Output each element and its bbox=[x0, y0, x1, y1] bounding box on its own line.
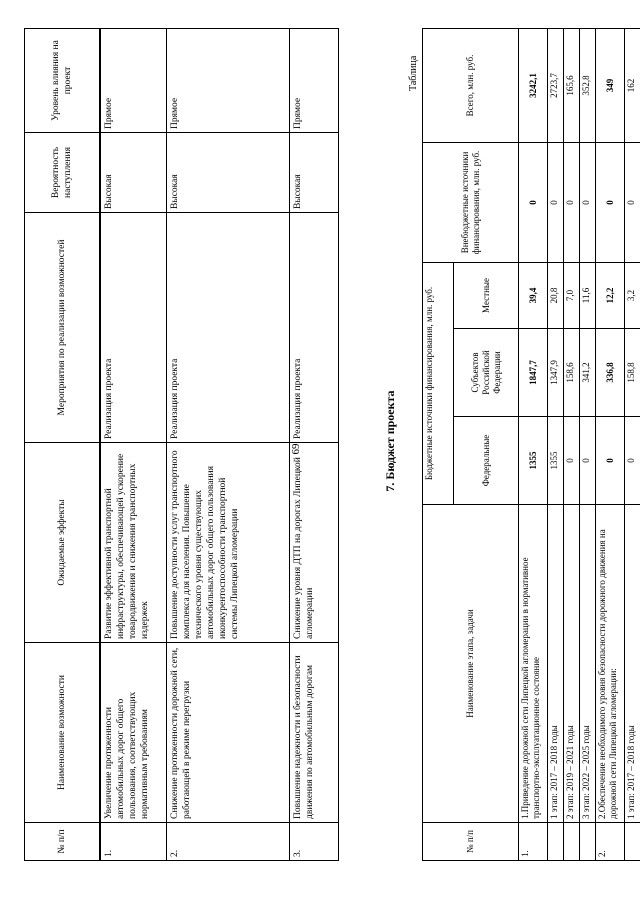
header-cell: Ожидаемые эффекты bbox=[25, 443, 101, 643]
table-cell: Реализация проекта bbox=[100, 213, 167, 443]
table-header-row bbox=[25, 29, 101, 861]
table-cell: 1 этап: 2017 – 2018 годы bbox=[625, 505, 640, 823]
table-cell: 0 bbox=[596, 142, 625, 262]
table-cell: 1 этап: 2017 – 2018 годы bbox=[548, 505, 564, 823]
table-cell: 2723,7 bbox=[548, 28, 564, 142]
table-cell: 0 bbox=[548, 142, 564, 262]
table-cell: Реализация проекта bbox=[290, 213, 339, 443]
table-cell: 1347,9 bbox=[548, 329, 564, 417]
table-row bbox=[596, 28, 625, 860]
table-row bbox=[519, 28, 548, 860]
table-cell bbox=[548, 823, 564, 861]
table-cell: Высокая bbox=[167, 133, 290, 213]
table-cell: Развитие эффективной транспортной инфраструктуры, обеспечивающей ускорение товародвижения и снижения транспортных издержек bbox=[100, 443, 167, 643]
table-cell: 341,2 bbox=[580, 329, 596, 417]
table-cell: Прямое bbox=[167, 29, 290, 133]
table-cell: 352,8 bbox=[580, 28, 596, 142]
table-cell: Повышение доступности услуг транспортного комплекса для населения. Повышение технического уровня существующих автомобильных дорог общего пользования иконкурентоспособности транспортной системы Липецкой агломерации bbox=[167, 443, 290, 643]
header-cell: № п/п bbox=[25, 823, 101, 861]
table-cell: Высокая bbox=[100, 133, 167, 213]
table-cell: 0 bbox=[625, 142, 640, 262]
table-cell: 0 bbox=[564, 142, 580, 262]
table-cell: 3,2 bbox=[625, 262, 640, 328]
header-extra: Внебюджетные источники финансирования, млн. руб. bbox=[423, 142, 519, 262]
table-label: Таблица bbox=[408, 55, 419, 91]
table-cell: Прямое bbox=[290, 29, 339, 133]
header-cell: Мероприятия по реализации возможностей bbox=[25, 213, 101, 443]
table-row bbox=[625, 28, 640, 860]
budget-table bbox=[422, 28, 640, 861]
table-row bbox=[167, 29, 290, 861]
table-row bbox=[580, 28, 596, 860]
header-local: Местные bbox=[454, 262, 519, 328]
header-total: Всего, млн. руб. bbox=[423, 28, 519, 142]
table-cell: 7,0 bbox=[564, 262, 580, 328]
table-cell: Реализация проекта bbox=[167, 213, 290, 443]
budget-body bbox=[519, 28, 640, 860]
table-cell: 2.Обеспечение необходимого уровня безопасности дорожного движения на дорожной сети Липецкой агломерации: bbox=[596, 505, 625, 823]
risks-table bbox=[24, 28, 339, 861]
table-cell: 158,8 bbox=[625, 329, 640, 417]
table-cell bbox=[564, 823, 580, 861]
table-row bbox=[100, 29, 167, 861]
table-cell: Повышение надежности и безопасности движения по автомобильным дорогам bbox=[290, 643, 339, 823]
table-cell: 158,6 bbox=[564, 329, 580, 417]
table-cell: 1. bbox=[519, 823, 548, 861]
table-cell: 2 этап: 2019 – 2021 годы bbox=[564, 505, 580, 823]
page-number: 69 bbox=[290, 443, 302, 455]
table-cell: 165,6 bbox=[564, 28, 580, 142]
table-cell: 12,2 bbox=[596, 262, 625, 328]
table-cell: 162 bbox=[625, 28, 640, 142]
table-cell: 1355 bbox=[548, 417, 564, 505]
table-row bbox=[548, 28, 564, 860]
table-cell: Высокая bbox=[290, 133, 339, 213]
table-cell: 3242,1 bbox=[519, 28, 548, 142]
table-cell: 0 bbox=[625, 417, 640, 505]
table-cell: 1. bbox=[100, 823, 167, 861]
table-cell: 2. bbox=[167, 823, 290, 861]
table-row bbox=[564, 28, 580, 860]
header-cell: Вероятность наступления bbox=[25, 133, 101, 213]
table-cell: 1.Приведение дорожной сети Липецкой агломерации в нормативное транспортно-эксплуатационное состояние bbox=[519, 505, 548, 823]
table-cell: Увеличение протяженности автомобильных дорог общего пользования, соответствующих нормативным требованиям bbox=[100, 643, 167, 823]
table-cell: 0 bbox=[596, 417, 625, 505]
table-cell: 11,6 bbox=[580, 262, 596, 328]
table-cell: Прямое bbox=[100, 29, 167, 133]
header-budget: Бюджетные источники финансирования, млн. руб. bbox=[423, 262, 454, 504]
table-cell: 1355 bbox=[519, 417, 548, 505]
table-row bbox=[290, 29, 339, 861]
table-header-row bbox=[423, 28, 454, 860]
table-cell: 39,4 bbox=[519, 262, 548, 328]
header-num: № п/п bbox=[423, 823, 519, 861]
table-cell: 1847,7 bbox=[519, 329, 548, 417]
table-cell: 0 bbox=[580, 142, 596, 262]
table-cell: 336,8 bbox=[596, 329, 625, 417]
header-name: Наименование этапа, задачи bbox=[423, 505, 519, 823]
table-cell: 3 этап: 2022 – 2025 годы bbox=[580, 505, 596, 823]
header-subject: Субъектов Российской Федерации bbox=[454, 329, 519, 417]
table-cell: 3. bbox=[290, 823, 339, 861]
table-cell: 0 bbox=[519, 142, 548, 262]
table-cell: 2. bbox=[596, 823, 625, 861]
table-cell: 349 bbox=[596, 28, 625, 142]
header-federal: Федеральные bbox=[454, 417, 519, 505]
table-cell: 0 bbox=[580, 417, 596, 505]
section-title: 7. Бюджет проекта bbox=[383, 390, 397, 492]
table-cell: Снижение уровня ДТП на дорогах Липецкой агломерации bbox=[290, 443, 339, 643]
table-cell bbox=[625, 823, 640, 861]
header-cell: Уровень влияния на проект bbox=[25, 29, 101, 133]
table-cell: Снижение протяженности дорожной сети, работающей в режиме перегрузки bbox=[167, 643, 290, 823]
rotated-page-content bbox=[8, 11, 636, 871]
table-cell: 0 bbox=[564, 417, 580, 505]
header-cell: Наименование возможности bbox=[25, 643, 101, 823]
table-cell bbox=[580, 823, 596, 861]
table-cell: 20,8 bbox=[548, 262, 564, 328]
